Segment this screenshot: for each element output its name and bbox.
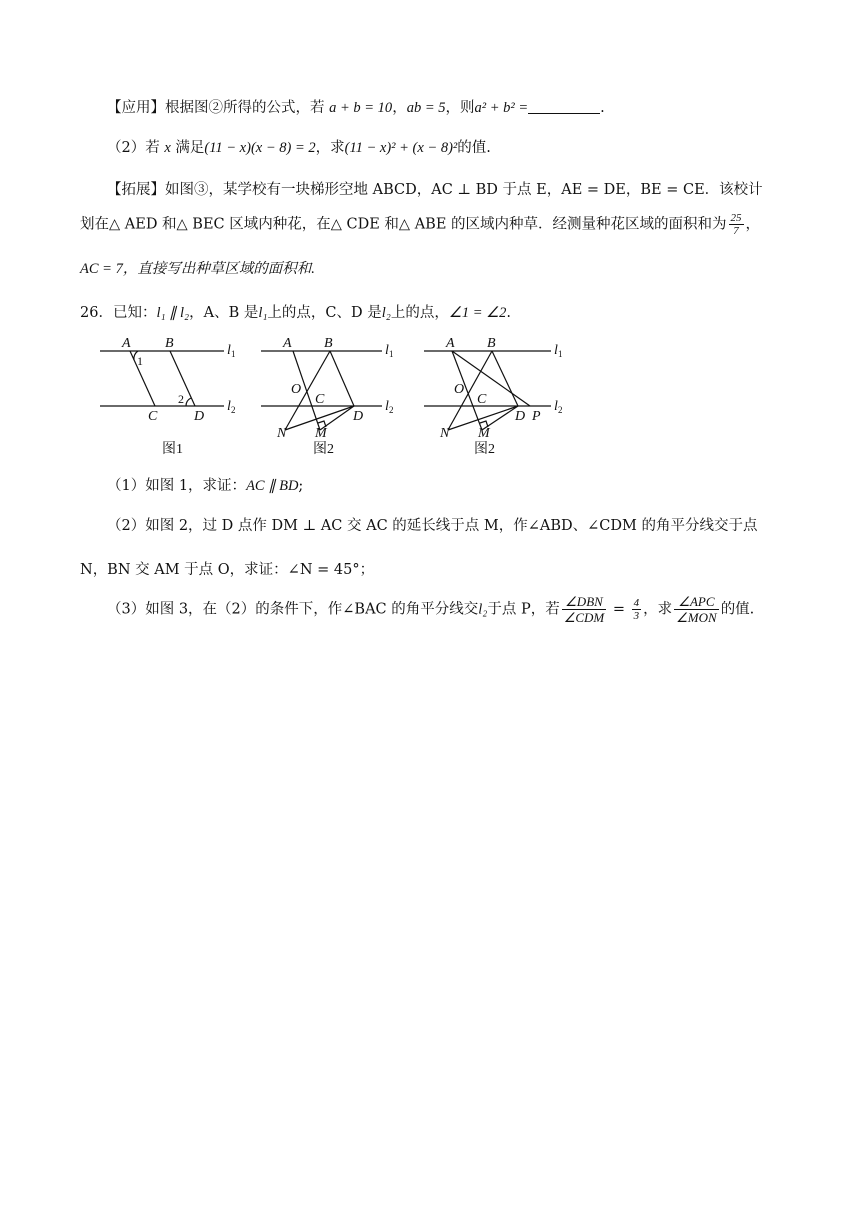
fig1-angle-2-arc [186,398,191,406]
fig2-label-N: N [277,426,287,441]
sub1-text: （1）如图 1，求证： [107,478,247,494]
fig2-label-M: M [315,426,327,441]
fig3-label-N: N [440,426,450,441]
sub2-line-2 [80,558,374,579]
fig3-label-l1: l [554,343,558,358]
fig1-label-B: B [165,336,174,351]
sub1-expr: AC ∥ BD [246,478,299,494]
sub1-line [107,474,303,495]
fig2-segment-BD [330,351,354,406]
extend-tag: 【拓展】 [107,182,165,198]
extend-text-2b: ， [745,216,761,233]
sub1-end: ; [298,478,304,494]
part2-line [107,136,491,157]
part2-eq: (11 − x)(x − 8) = 2 [204,140,316,156]
fraction-mon-denominator: ∠MON [676,610,717,625]
sub2-text-1: （2）如图 2，过 D 点作 DM ⊥ AC 交 AC 的延长线于点 M，作∠ABD、∠CDM 的角平分线交于点 [107,518,758,534]
answer-blank[interactable] [528,99,600,114]
fraction-apc-mon [674,594,719,625]
fraction-four-thirds [632,597,642,622]
figure-1 [100,336,236,457]
fig3-label-l1-sub: 1 [558,349,563,359]
extend-line-1 [107,178,763,199]
apply-text: 根据图②所得的公式，若 [165,100,330,116]
fraction-apc-numerator: ∠APC [674,594,719,610]
figure-2 [261,336,394,457]
q26-l1: l₁ [258,305,268,321]
extend-text-1: 如图③，某学校有一块梯形空地 ABCD，AC ⊥ BD 于点 E，AE = DE，BE = CE．该校计 [165,182,763,198]
extend-text-3: AC = 7，直接写出种草区域的面积和. [80,261,315,277]
fig1-label-A: A [122,336,131,351]
extend-line-2 [80,212,760,237]
part2-end: 的值. [457,140,491,156]
fig1-label-C: C [148,409,158,424]
fig2-label-C: C [315,392,325,407]
fig3-label-A: A [446,336,455,351]
fig2-label-l2: l [385,399,389,414]
fig3-segment-BD [492,351,518,406]
fraction-numerator: 25 [730,212,742,224]
fig1-label-l2: l [227,399,231,414]
q26-l2: l₂ [381,305,391,321]
figure-3 [424,336,563,457]
fig1-label-D: D [194,409,205,424]
q26-end: . [506,305,511,321]
part2-mid: 满足 [170,140,205,156]
fig2-label-l2-sub: 2 [389,405,394,415]
sub3-t1: （3）如图 3，在（2）的条件下，作∠BAC 的角平分线交 [107,601,479,618]
fig1-label-angle-2: 2 [178,392,184,406]
fig3-label-M: M [478,426,490,441]
q26-head: 26．已知： [80,305,157,321]
flower-area-fraction [729,212,744,237]
q26-parallel: l₁ ∥ l₂ [156,305,190,321]
fraction-dbn-denominator: ∠CDM [563,610,605,625]
fig3-segment-AP [452,351,530,406]
fig2-caption: 图2 [313,442,334,457]
fig3-label-O: O [454,382,465,397]
apply-expr-2: ab = 5 [406,100,446,116]
fig3-label-D: D [515,409,526,424]
fig2-label-l1: l [385,343,389,358]
sub3-eq: = [608,601,630,618]
fig2-label-B: B [324,336,333,351]
part2-prefix: （2）若 [107,140,165,156]
fig3-label-C: C [477,392,487,407]
figures-diagram [0,332,860,472]
fig3-caption: 图2 [474,442,495,457]
q26-line [80,301,511,322]
part2-expr: (11 − x)² + (x − 8)² [344,140,458,156]
fig1-label-l1: l [227,343,231,358]
fig1-label-angle-1: 1 [137,354,143,368]
fig3-label-l2: l [554,399,558,414]
fraction-dbn-cdm [562,594,607,625]
sub2-text-2: N，BN 交 AM 于点 O，求证：∠N = 45°； [80,562,375,578]
part2-mid2: ，求 [315,140,345,156]
sub2-line-1 [107,514,757,535]
q26-t3: 上的点， [390,305,449,321]
apply-expr-1: a + b = 10 [329,100,393,116]
fig1-label-l1-sub: 1 [231,349,236,359]
fig1-label-l2-sub: 2 [231,405,236,415]
fraction-dbn-numerator: ∠DBN [562,594,607,610]
sub3-l2: l₂ [478,601,488,618]
fig1-caption: 图1 [162,442,183,457]
fig2-label-D: D [353,409,364,424]
fig3-label-B: B [487,336,496,351]
fig2-label-l1-sub: 1 [389,349,394,359]
extend-line-3 [80,257,315,278]
fig2-label-O: O [291,382,302,397]
sub3-t2: 于点 P，若 [487,601,560,618]
apply-expr-3: a² + b² = [474,100,529,116]
fraction-three-denominator: 3 [633,610,640,622]
q26-t2: 上的点，C、D 是 [267,305,382,321]
apply-sep: ， [392,100,407,116]
part2-var: x [164,140,171,156]
q26-angles: ∠1 = ∠2 [448,305,507,321]
fraction-four-numerator: 4 [633,597,640,609]
apply-tag: 【应用】 [107,100,165,116]
apply-line [107,96,605,117]
extend-text-2: 划在△ AED 和△ BEC 区域内种花，在△ CDE 和△ ABE 的区域内种草．经测量种花区域的面积和为 [80,216,727,233]
apply-end: . [600,100,605,116]
fig2-label-A: A [283,336,292,351]
sub3-end: 的值. [720,601,755,618]
apply-text-2: ，则 [445,100,475,116]
sub3-line [107,594,754,625]
fig3-label-l2-sub: 2 [558,405,563,415]
fig3-label-P: P [532,409,541,424]
fraction-denominator: 7 [733,225,739,237]
q26-t1: ，A、B 是 [189,305,259,321]
sub3-t3: ，求 [643,601,673,618]
